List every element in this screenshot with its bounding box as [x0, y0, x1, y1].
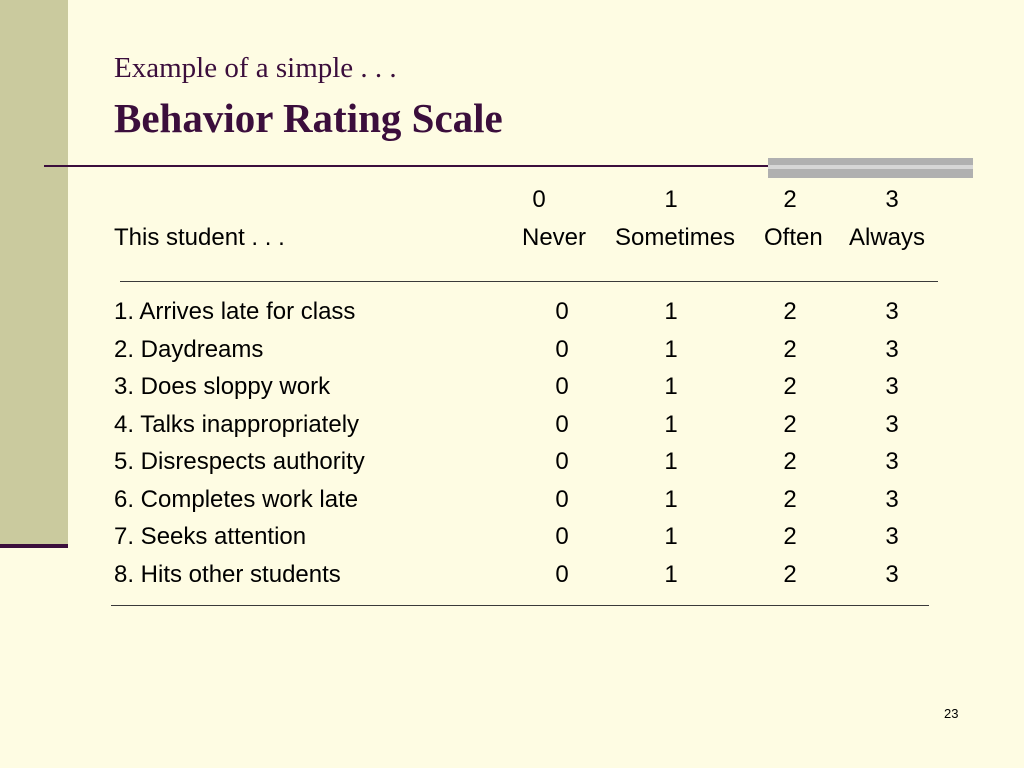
item-rating-value: 1 — [664, 298, 678, 325]
item-rating-value: 0 — [555, 523, 569, 550]
item-rating-value: 2 — [783, 523, 797, 550]
item-label: 7. Seeks attention — [114, 523, 307, 550]
item-rating-value: 1 — [664, 336, 678, 363]
item-rating-value: 0 — [555, 336, 569, 363]
item-rating-value: 3 — [885, 336, 899, 363]
item-rating-value: 3 — [885, 411, 899, 438]
item-rating-value: 3 — [885, 298, 899, 325]
scale-label-often: Often — [764, 224, 823, 251]
scale-label-sometimes: Sometimes — [615, 224, 736, 251]
subtitle: Example of a simple . . . — [114, 52, 397, 84]
scale-number-3: 3 — [885, 186, 899, 213]
left-decorative-band — [0, 0, 68, 545]
item-rating-value: 3 — [885, 561, 899, 588]
scale-label-always: Always — [849, 224, 926, 251]
item-rating-value: 0 — [555, 411, 569, 438]
scale-number-0: 0 — [532, 186, 546, 213]
item-rating-value: 2 — [783, 486, 797, 513]
title-divider-accent — [768, 158, 973, 179]
item-rating-value: 0 — [555, 373, 569, 400]
item-rating-value: 2 — [783, 561, 797, 588]
item-rating-value: 0 — [555, 298, 569, 325]
item-rating-value: 2 — [783, 411, 797, 438]
item-rating-value: 3 — [885, 373, 899, 400]
item-rating-value: 1 — [664, 448, 678, 475]
item-rating-value: 0 — [555, 486, 569, 513]
item-rating-value: 3 — [885, 448, 899, 475]
item-rating-value: 2 — [783, 336, 797, 363]
item-label: 5. Disrespects authority — [114, 448, 365, 475]
item-label: 1. Arrives late for class — [114, 298, 356, 325]
item-rating-value: 2 — [783, 373, 797, 400]
item-rating-value: 1 — [664, 486, 678, 513]
left-band-accent-line — [0, 544, 68, 548]
page-title: Behavior Rating Scale — [114, 95, 503, 141]
item-rating-value: 0 — [555, 561, 569, 588]
item-rating-value: 0 — [555, 448, 569, 475]
item-rating-value: 1 — [664, 411, 678, 438]
item-rating-value: 1 — [664, 561, 678, 588]
item-rating-value: 3 — [885, 523, 899, 550]
header-divider — [120, 281, 938, 282]
item-rating-value: 2 — [783, 448, 797, 475]
item-rating-value: 3 — [885, 486, 899, 513]
table-bottom-divider — [111, 605, 929, 606]
item-label: 4. Talks inappropriately — [114, 411, 360, 438]
scale-number-2: 2 — [783, 186, 797, 213]
page-number: 23 — [944, 706, 959, 721]
item-rating-value: 1 — [664, 373, 678, 400]
item-label: 3. Does sloppy work — [114, 373, 331, 400]
title-divider — [44, 165, 768, 167]
item-label: 8. Hits other students — [114, 561, 341, 588]
scale-number-1: 1 — [664, 186, 678, 213]
item-label: 6. Completes work late — [114, 486, 359, 513]
item-rating-value: 2 — [783, 298, 797, 325]
item-rating-value: 1 — [664, 523, 678, 550]
scale-label-never: Never — [522, 224, 587, 251]
table-prompt: This student . . . — [114, 224, 285, 251]
item-label: 2. Daydreams — [114, 336, 264, 363]
